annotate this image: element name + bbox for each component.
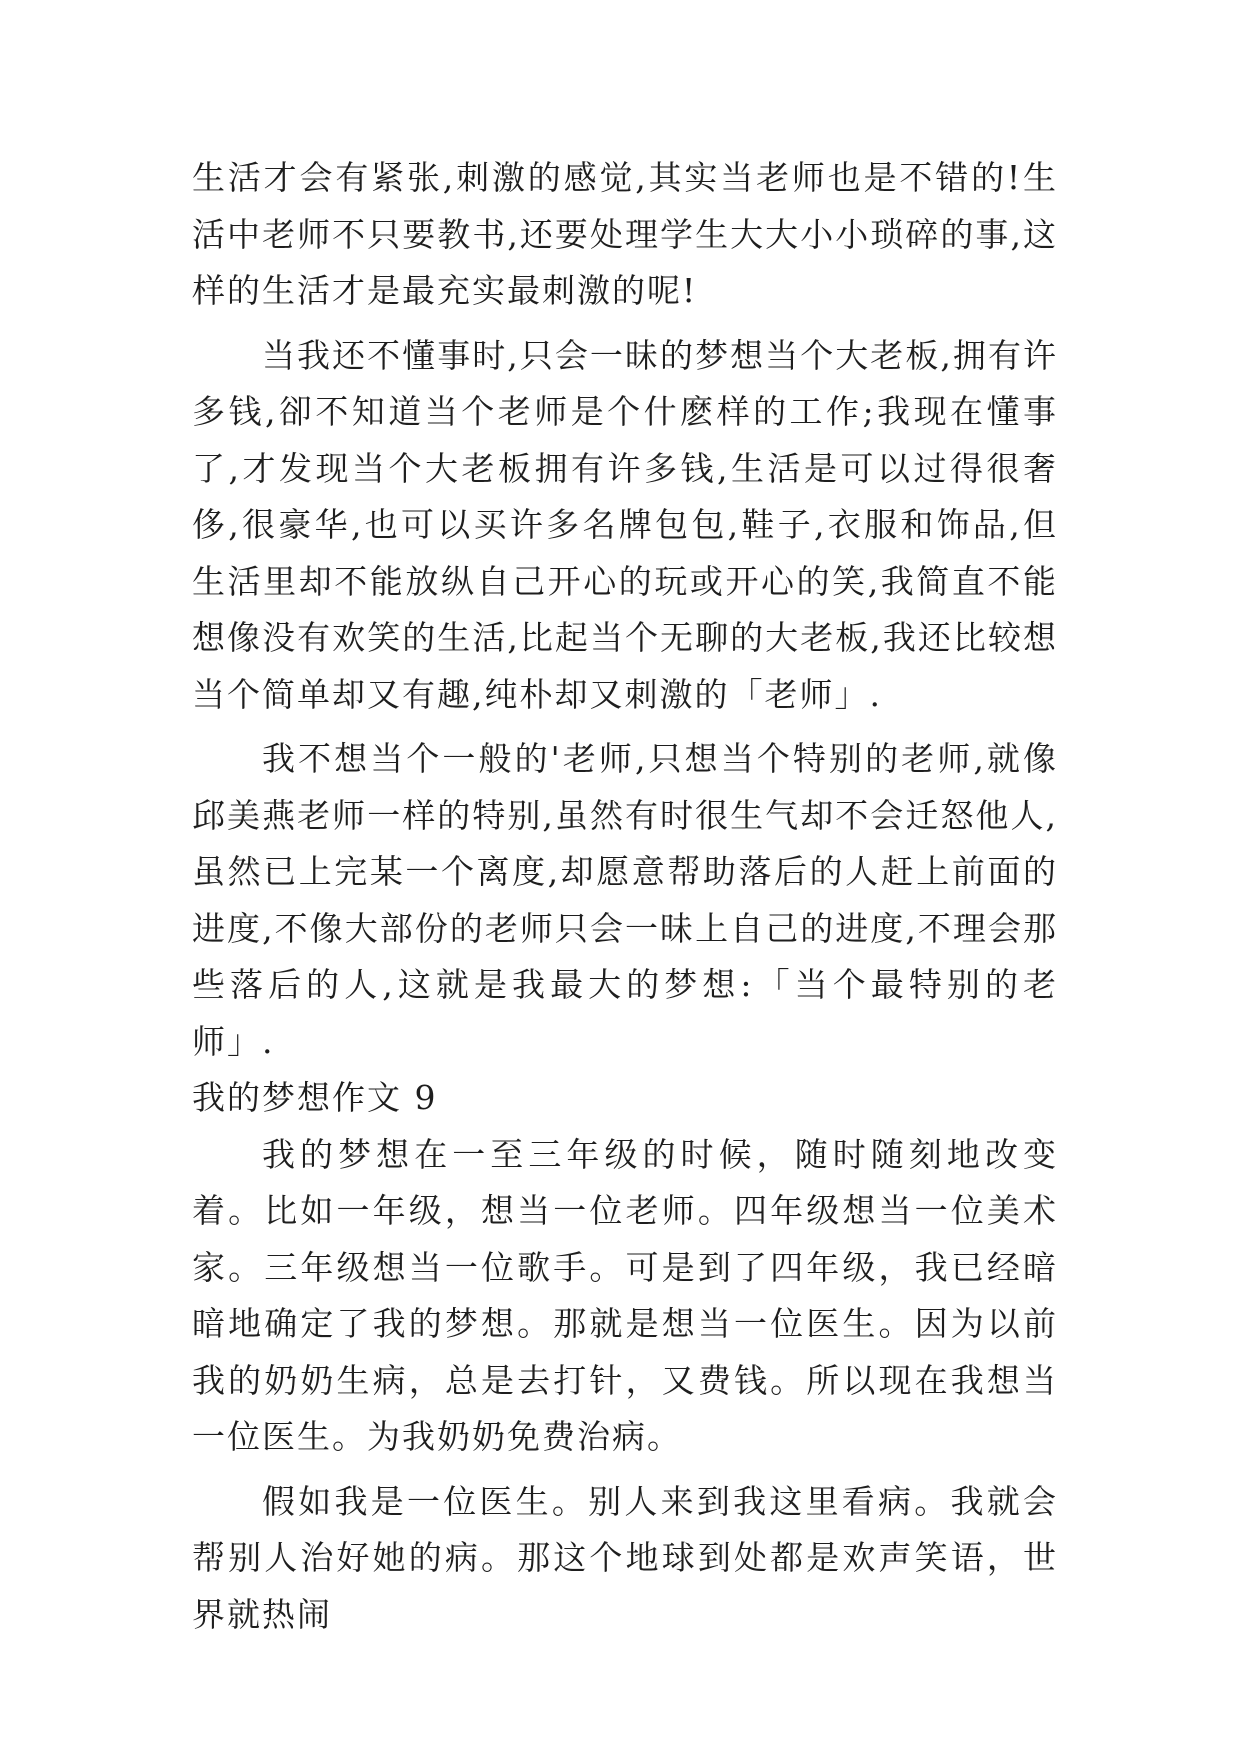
paragraph-continuation: 生活才会有紧张,刺激的感觉,其实当老师也是不错的!生活中老师不只要教书,还要处理学生大大小小琐碎的事,这样的生活才是最充实最刺激的呢! (192, 158, 1058, 310)
paragraph-doctor-dream: 我的梦想在一至三年级的时候，随时随刻地改变着。比如一年级，想当一位老师。四年级想当一位美术家。三年级想当一位歌手。可是到了四年级，我已经暗暗地确定了我的梦想。那就是想当一位医生。因为以前我的奶奶生病，总是去打针，又费钱。所以现在我想当一位医生。为我奶奶免费治病。 (192, 1134, 1058, 1456)
document-page (192, 150, 1058, 1643)
paragraph-boss-dream: 当我还不懂事时,只会一昧的梦想当个大老板,拥有许多钱,卻不知道当个老师是个什麽样的工作;我现在懂事了,才发现当个大老板拥有许多钱,生活是可以过得很奢侈,很豪华,也可以买许多名牌包包,鞋子,衣服和饰品,但生活里却不能放纵自己开心的玩或开心的笑,我简直不能想像没有欢笑的生活,比起当个无聊的大老板,我还比较想当个简单却又有趣,纯朴却又刺激的「老师」. (192, 335, 1058, 714)
paragraph-if-doctor: 假如我是一位医生。别人来到我这里看病。我就会帮别人治好她的病。那这个地球到处都是欢声笑语，世界就热闹 (192, 1481, 1058, 1634)
paragraph-special-teacher: 我不想当个一般的'老师,只想当个特别的老师,就像邱美燕老师一样的特别,虽然有时很生气却不会迁怒他人,虽然已上完某一个离度,却愿意帮助落后的人赶上前面的进度,不像大部份的老师只会一昧上自己的进度,不理会那些落后的人,这就是我最大的梦想:「当个最特别的老师」. (192, 739, 1058, 1061)
section-title: 我的梦想作文 9 (192, 1078, 438, 1117)
